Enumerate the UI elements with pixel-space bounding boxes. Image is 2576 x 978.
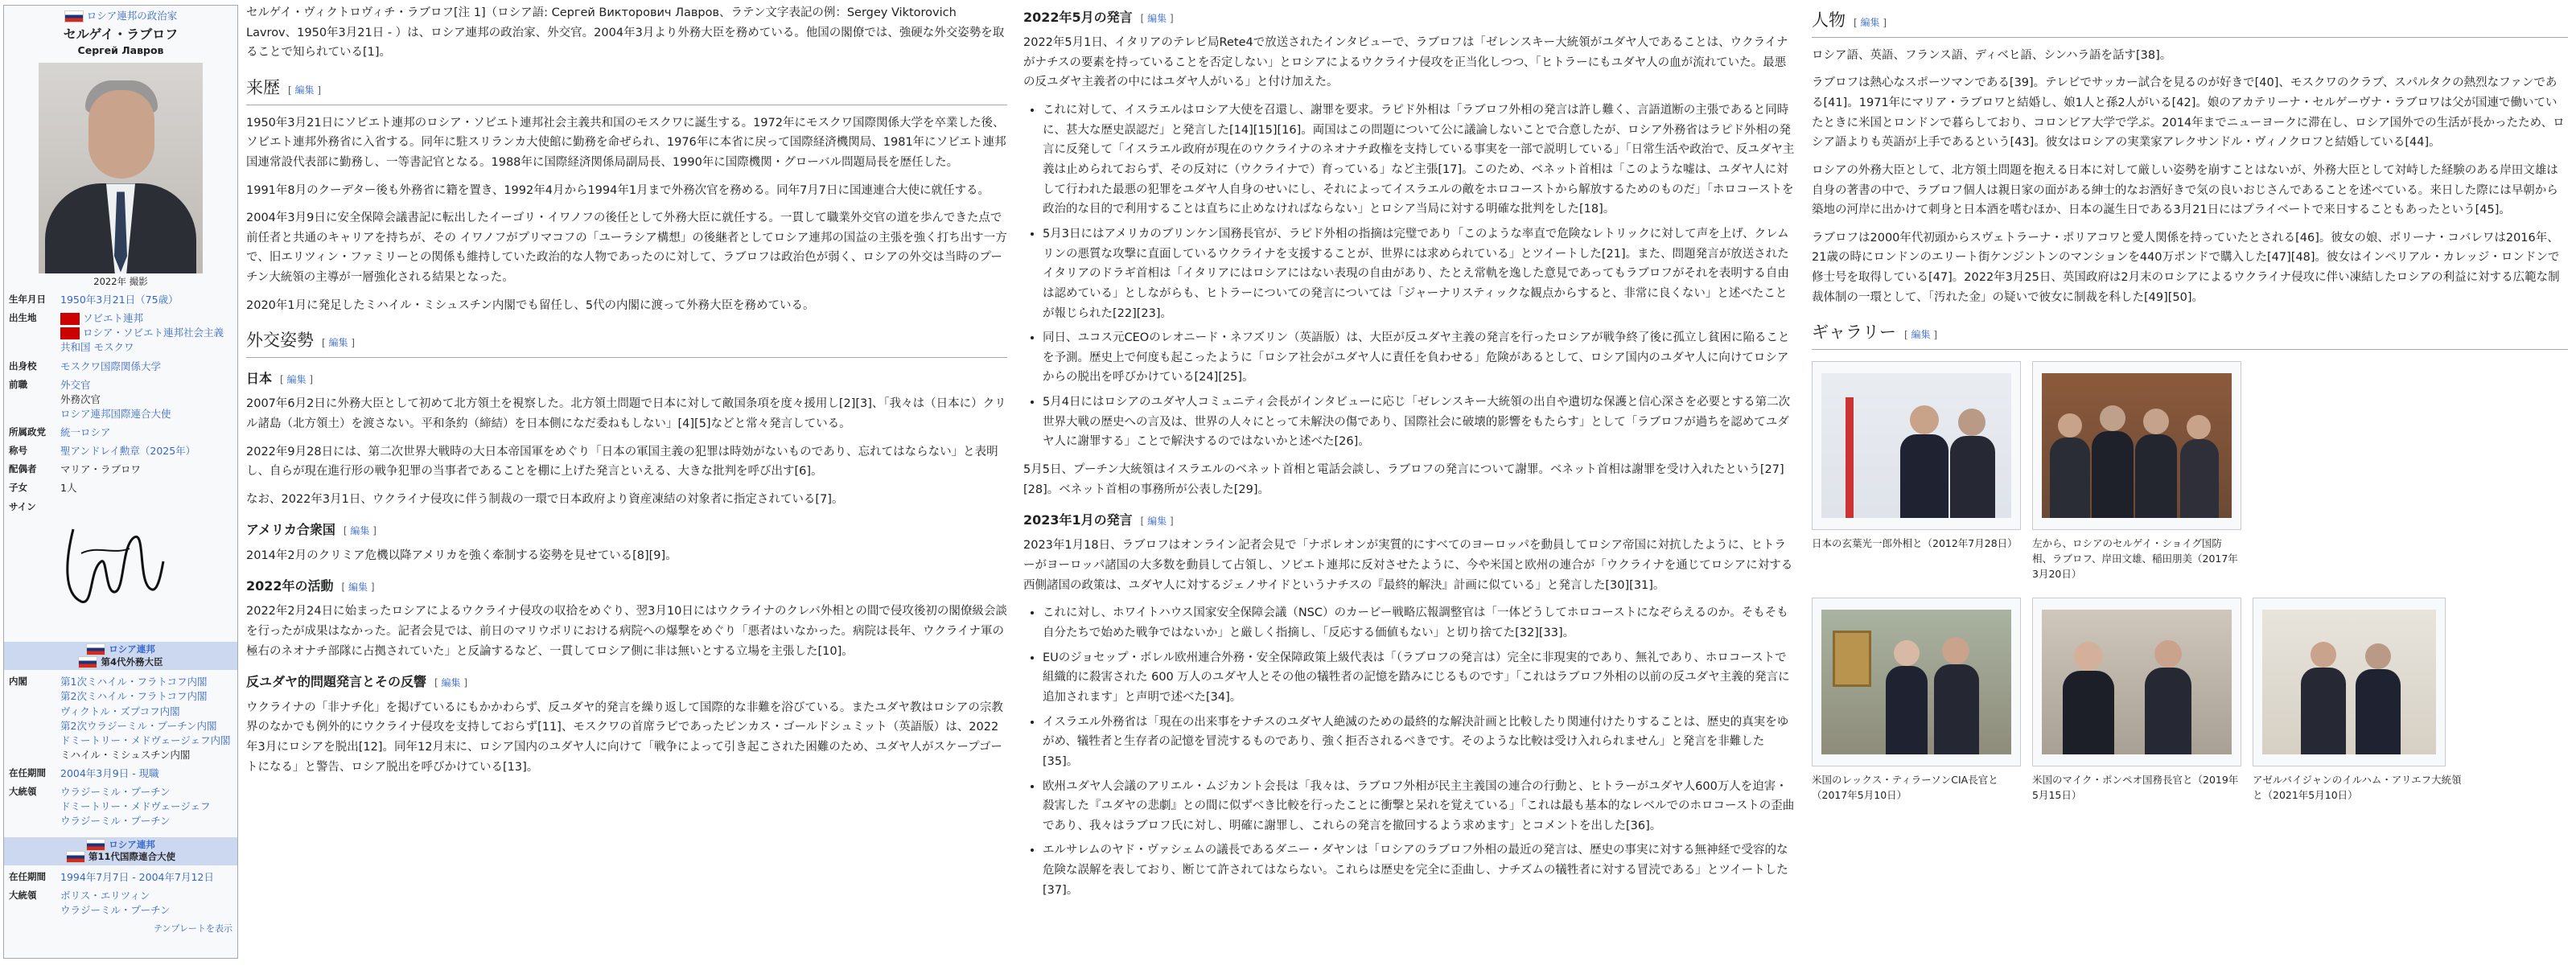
row-label: サイン <box>9 500 36 512</box>
usa-paragraph: 2014年2月のクリミア危機以降アメリカを強く牽制する姿勢を見せている[8][9]。 <box>246 549 677 562</box>
cabinet-link[interactable]: 第2次ミハイル・フラトコフ内閣 <box>60 690 208 703</box>
party-link[interactable]: 統一ロシア <box>60 426 111 439</box>
russia-flag-icon <box>86 839 105 851</box>
band-office: 第11代国際連合大使 <box>88 851 175 863</box>
infobox-name-ja: セルゲイ・ラブロフ <box>63 27 179 43</box>
infobox-row-term <box>9 766 232 781</box>
portrait-photo[interactable] <box>39 63 203 273</box>
gallery-item <box>1812 361 2021 581</box>
list-item: • 同日、ユコス元CEOのレオニード・ネフズリン（英語版）は、大臣が反ユダヤ主義の発言を行ったロシアが戦争終了後に孤立し貧困に陥ることを予測。歴史上で何度も起こったように「ロシア社会がユダヤ人に責任を負わせる」危険があるとして、ロシア国内のユダヤ人に向けてロシアからの脱出を呼びかけている[24][25]。 <box>1043 328 1796 388</box>
jan2023-paragraph: 2023年1月18日、ラブロフはオンライン記者会見で「ナポレオンが実質的にすべてのヨーロッパを動員してロシア帝国に対抗したように、ヒトラーがヨーロッパ諸国の大多数を動員して占領し、ソビエト連邦に反対させたように、今や米国と欧州の連合が「ウクライナを通じてロシアに対する西側諸国の政策は、ユダヤ人に対するジェノサイドというナチスの『最終的解決』計画に似ている」と発言した[30][31]。 <box>1023 539 1793 592</box>
gallery-thumbnail[interactable] <box>2253 598 2446 766</box>
office-band-un-ambassador <box>4 837 237 865</box>
career-paragraph: 2020年1月に発足したミハイル・ミシュスチン内閣でも留任し、5代の内閣に渡って外務大臣を務めている。 <box>246 298 815 312</box>
term-value[interactable]: 1994年7月7日 - 2004年7月12日 <box>60 870 214 883</box>
subsection-heading-japan: 日本 [ 編集 ] <box>246 371 314 387</box>
edit-link[interactable]: 編集 <box>1147 13 1167 24</box>
subsection-heading-usa: アメリカ合衆国 [ 編集 ] <box>246 522 377 538</box>
gallery-caption: 日本の玄葉光一郎外相と（2012年7月28日） <box>1812 537 2018 550</box>
person-paragraph: ロシア語、英語、フランス語、ディベヒ語、シンハラ語を話す[38]。 <box>1812 48 2172 62</box>
article-column-2 <box>1023 0 1796 978</box>
row-label: 出生地 <box>9 312 37 324</box>
list-item: • これに対して、イスラエルはロシア大使を召還し、謝罪を要求。ラピド外相は「ラブロフ外相の発言は許し難く、言語道断の主張であると同時に、甚大な歴史誤認だ」と発言した[14][15][16]。両国はこの問題について公に議論しないことで合意したが、ロシア外務省はラピド外相の発言に反発して「イスラエル政府が現在のウクライナのネオナチ政権を支持している事実を一部で説明している」「日常生活や政治で、反ユダヤ主義は止められておらず、その反対に（ウクライナで）育っている」など主張[17]。このため、ベネット首相は「このような嘘は、ユダヤ人に対して行われた最悪の犯罪をユダヤ人自身のせいにし、それによってイスラエルの敵をホロコーストから解放するためのものだ」「ホロコーストを政治的な目的で利用することは直ちに止めなければならない」とロシア当局に対する明確な批判をした[18]。 <box>1043 101 1796 220</box>
rsfsr-flag-icon <box>60 327 80 339</box>
edit-link[interactable]: 編集 <box>328 337 348 349</box>
career-paragraph: 2004年3月9日に安全保障会議書記に転出したイーゴリ・イワノフの後任として外務大臣に就任する。一貫して職業外交官の道を歩んできた点で前任者と共通のキャリアを持ちが、その イワノフがプリマコフの「ユーラシア構想」の後継者としてロシア連邦の国益の主張を強く打ち出す一方で、旧エリツィン・ファミリーとの関係も維持していた政治的な人物であったのに対して、ラブロフは政治色が弱く、ロシアの外交は当時のプーチン大統領の主導が一層強化される結果となった。 <box>246 212 1007 285</box>
previous-job: 外務次官 <box>60 392 101 405</box>
infobox-row-birthplace <box>9 311 232 355</box>
row-label: 生年月日 <box>9 294 46 306</box>
signature-image[interactable] <box>57 513 232 634</box>
intro-paragraph: セルゲイ・ヴィクトロヴィチ・ラブロフ[注 1]（ロシア語: Сергей Викторович Лавров、ラテン文字表記の例：Sergey Viktorovich Lavrov、1950年3月21日 - ）は、ロシア連邦の政治家、外交官。2004年3月より外務大臣を務めている。他国の閣僚では、強硬な外交姿勢を取ることで知られている[1]。 <box>246 6 1005 60</box>
section-heading-diplomacy: 外交姿勢 [ 編集 ] <box>246 327 1007 358</box>
row-label: 内閣 <box>9 676 27 688</box>
children-value: 1人 <box>60 482 77 495</box>
gallery-caption: アゼルバイジャンのイルハム・アリエフ大統領と（2021年5月10日） <box>2253 774 2462 802</box>
birthplace-link[interactable]: ロシア・ソビエト連邦社会主義共和国 モスクワ <box>60 327 224 354</box>
infobox-row-president <box>9 785 232 828</box>
subsection-heading-jan2023: 2023年1月の発言 [ 編集 ] <box>1023 512 1174 528</box>
row-label: 在任期間 <box>9 870 46 882</box>
president-link[interactable]: ウラジーミル・プーチン <box>60 903 171 916</box>
edit-link[interactable]: 編集 <box>441 677 461 689</box>
gallery-thumbnail[interactable] <box>1812 598 2021 766</box>
infobox-header <box>9 9 232 58</box>
antisemitic-paragraph: ウクライナの「非ナチ化」を掲げているにもかかわらず、反ユダヤ的発言を繰り返して国際的な非難を浴びている。またユダヤ教はロシアの宗教界のなかでも例外的にウクライナ侵攻を支持しておらず[11]、モスクワの首席ラビであったピンカス・ゴールドシュミット（英語版）は、2022年3月にロシアを脱出[12]。同年12月末に、ロシア国内のユダヤ人に向けて「戦争によって引き起こされた困難のため、ユダヤ人がスケープゴートになる」と警告、ロシア脱出を呼びかけている[13]。 <box>246 701 1003 774</box>
may2022-paragraph: 2022年5月1日、イタリアのテレビ局Rete4で放送されたインタビューで、ラブロフは「ゼレンスキー大統領がユダヤ人であることは、ウクライナがナチスの要素を持っていることを否定しない」とロシアによるウクライナ侵攻を正当化しつつ、「ヒトラーにもユダヤ人の血が流れていた。最悪の反ユダヤ主義者の中にはユダヤ人がいる」と付け加えた。 <box>1023 36 1788 89</box>
list-item: • EUのジョセップ・ボレル欧州連合外務・安全保障政策上級代表は「（ラブロフの発言は）完全に非現実的であり、無礼であり、ホロコーストで組織的に殺害された 600 万人のユダヤ人とその他の犠牲者の記憶を踏みにじるものです」「これはラブロフ外相の以前の反ユダヤ主義的発言に追加されます」と声明で述べた[34]。 <box>1043 648 1796 708</box>
president-link[interactable]: ウラジーミル・プーチン <box>60 786 171 799</box>
gallery-caption: 左から、ロシアのセルゲイ・ショイグ国防相、ラブロフ、岸田文雄、稲田朋美（2017年3月20日） <box>2032 537 2238 580</box>
gallery-thumbnail[interactable] <box>2032 598 2241 766</box>
cabinet-link[interactable]: ドミートリー・メドヴェージェフ内閣 <box>60 734 231 746</box>
previous-job-link[interactable]: 外交官 <box>60 378 91 391</box>
infobox-row-children <box>9 481 232 495</box>
infobox-row-term <box>9 870 232 885</box>
japan-paragraph: 2022年9月28日には、第二次世界大戦時の大日本帝国軍をめぐり「日本の軍国主義の犯罪は時効がないものであり、忘れてはならない」と表明し、自らが現在進行形の戦争犯罪の当事者であることを棚に上げた発言といえる、大きな批判を呼び出す[6]。 <box>246 445 998 479</box>
infobox-row-signature <box>9 500 232 514</box>
person-paragraph: ロシアの外務大臣として、北方領土問題を抱える日本に対して厳しい姿勢を崩すことはないが、外務大臣として対峙した経験のある岸田文雄は自身の著書の中で、ラブロフ個人は親日家の面がある紳士的なお酒好きで気の良いおじさんであることを述べている。来日した際には早朝から築地の河岸に出かけて刺身と日本酒を嗜むほか、日本の誕生日である3月21日にはプライベートで来日することもあったという[45]。 <box>1812 163 2558 217</box>
subsection-heading-may2022: 2022年5月の発言 [ 編集 ] <box>1023 10 1174 25</box>
gallery-item <box>2253 598 2462 803</box>
row-label: 在任期間 <box>9 767 46 779</box>
birthplace-link[interactable]: ソビエト連邦 <box>83 312 144 325</box>
infobox-row-cabinet <box>9 675 232 762</box>
career-paragraph: 1950年3月21日にソビエト連邦のロシア・ソビエト連邦社会主義共和国のモスクワに誕生する。1972年にモスクワ国際関係大学を卒業した後、ソビエト連邦外務省に入省する。同年に駐スリランカ大使館に勤務を命ぜられ、1976年に本省に戻って国際経済機関局、1981年にソビエト連邦国連常設代表部に勤務し、一等書記官となる。1988年に国際経済関係局副局長、1990年に国際機関・グローバル問題局長を歴任した。 <box>246 116 1006 169</box>
signature-drawing <box>57 513 170 618</box>
gallery-item <box>1812 598 2021 803</box>
row-label: 出身校 <box>9 360 37 372</box>
spouse-value: マリア・ラブロワ <box>60 463 142 476</box>
subsection-heading-2022: 2022年の活動 [ 編集 ] <box>246 578 375 594</box>
birth-date-link[interactable]: 1950年3月21日（75歳） <box>60 294 179 306</box>
list-item: • 5月4日にはロシアのユダヤ人コミュニティ会長がインタビューに応じ「ゼレンスキー大統領の出自や遺切な保護と信心深さを必要とする第二次世界大戦の歴史への言及は、世界の人々にとって未解決の傷であり、国際社会に破壊的影響をもたらす」として「ラブロフが過ちを認めてユダヤ人に謝罪する」ことで解決するのではないかと述べた[26]。 <box>1043 392 1796 452</box>
cabinet-link[interactable]: ヴィクトル・ズプコフ内閣 <box>60 705 180 717</box>
row-label: 称号 <box>9 445 27 457</box>
school-link[interactable]: モスクワ国際関係大学 <box>60 360 162 372</box>
career-paragraph: 1991年8月のクーデター後も外務省に籍を置き、1992年4月から1994年1月まで外務次官を務める。同年7月7日に国連連合大使に就任する。 <box>246 183 990 197</box>
person-paragraph: ラブロフは2000年代初頭からスヴェトラーナ・ポリアコワと愛人関係を持っていたとされる[46]。彼女の娘、ポリーナ・コバレワは2016年、21歳の時にロンドンのエリート街ケンジントンのマンションを440万ポンドで購入した[47][48]。彼女はインペリアル・カレッジ・ロンドンで修士号を取得している[47]。2022年3月25日、英国政府は2月末のロシアによるウクライナ侵攻に伴い凍結したロシアの利益に対する広範な制裁体制の一環として、「汚れた金」の疑いで彼女に制裁を科した[49][50]。 <box>1812 231 2560 304</box>
infobox-category-link[interactable]: ロシア連邦の政治家 <box>86 10 178 22</box>
russia-flag-icon <box>78 656 97 668</box>
list-item: • これに対し、ホワイトハウス国家安全保障会議（NSC）のカービー戦略広報調整官は「一体どうしてホロコーストになぞらえるのか。そもそも自分たちで始めた戦争ではないか」と厳しく指摘し、「反応する価値もない」と切り捨てた[32][33]。 <box>1043 603 1796 643</box>
gallery-thumbnail[interactable] <box>2032 361 2241 530</box>
band-country-link[interactable]: ロシア連邦 <box>109 838 155 850</box>
cabinet-current: ミハイル・ミシュスチン内閣 <box>60 748 191 761</box>
row-label: 大統領 <box>9 889 37 901</box>
row-label: 前職 <box>9 378 27 390</box>
president-link[interactable]: ドミートリー・メドヴェージェフ <box>60 800 211 813</box>
russia-flag-icon <box>86 643 105 655</box>
cabinet-link[interactable]: 第1次ミハイル・フラトコフ内閣 <box>60 676 208 688</box>
may2022-reaction-list <box>1043 101 1796 452</box>
list-item: • エルサレムのヤド・ヴァシェムの議長であるダニー・ダヤンは「ロシアのラブロフ外相の最近の発言は、歴史の事実に対する無神経で受容的な危険な誤解を表しており、断じて許されてはならない。これらは歴史を完全に歪曲し、ナチズムの犠牲者に対する冒涜である」とツイートした[37]。 <box>1043 840 1796 900</box>
section-heading-gallery: ギャラリー [ 編集 ] <box>1812 318 2568 350</box>
gallery-item <box>2032 598 2241 803</box>
gallery-item <box>2032 361 2241 581</box>
may2022-paragraph: 5月5日、プーチン大統領はイスラエルのベネット首相と電話会談し、ラブロフの発言について謝罪。ベネット首相は謝罪を受け入れたという[27][28]。ベネット首相の事務所が公表した[29]。 <box>1023 463 1784 496</box>
office-band-foreign-minister <box>4 642 237 670</box>
row-label: 大統領 <box>9 786 37 798</box>
subsection-heading-antisemitic: 反ユダヤ的問題発言とその反響 [ 編集 ] <box>246 674 468 690</box>
show-template-link[interactable]: テンプレートを表示 <box>153 923 232 934</box>
infobox-row-birth <box>9 293 232 307</box>
edit-link[interactable]: 編集 <box>294 84 315 96</box>
infobox-row-party <box>9 425 232 440</box>
list-item: • 5月3日にはアメリカのブリンケン国務長官が、ラピド外相の指摘は完璧であり「このような率直で危険なレトリックに対して声を上げ、クレムリンの悪質な攻撃に直面しているウクライナを支援することが、世界には求められている」とツイートした[21]。また、問題発言が放送されたイタリアのドラギ首相は「イタリアにはロシアにはない表現の自由があり、たとえ常軌を逸した意見であってもラブロフがそれを表明する自由は認めている」としながらも、ヒトラーについての発言については「ジャーナリスティックな観点からすると、非常に良くない」と述べたことが報じられた[22][23]。 <box>1043 224 1796 323</box>
article-column-3 <box>1812 0 2568 978</box>
edit-link[interactable]: 編集 <box>350 525 370 537</box>
term-value[interactable]: 2004年3月9日 - 現職 <box>60 767 159 780</box>
president-link[interactable]: ウラジーミル・プーチン <box>60 815 171 828</box>
list-item: • 欧州ユダヤ人会議のアリエル・ムジカント会長は「我々は、ラブロフ外相が民主主義国の連合の行動と、ヒトラーがユダヤ人600万人を迫害・殺害した『ユダヤの悲劇』との間に似ずべき比較を行ったことに衝撃と呆れを覚えている」「これは最も基本的なレベルでのホロコーストの歪曲であり、我々はラブロフ氏に対し、明確に謝罪し、これらの発言を撤回するよう求めます」とコメントを出した[36]。 <box>1043 777 1796 836</box>
infobox-name-ru: Сергей Лавров <box>77 44 164 57</box>
article-column-1 <box>246 0 1007 978</box>
infobox <box>3 5 238 959</box>
japan-paragraph: なお、2022年3月1日、ウクライナ侵攻に伴う制裁の一環で日本政府より資産凍結の対象者に指定されている[7]。 <box>246 492 844 506</box>
japan-paragraph: 2007年6月2日に外務大臣として初めて北方領土を視察した。北方領土問題で日本に対して敵国条項を度々援用し[2][3]、「我々は（日本に）クリル諸島（北方領土）を渡さない。平和条約（締結）を日本側になだ委ねもしない」[4][5]などと常々発言している。 <box>246 397 1006 430</box>
row-label: 子女 <box>9 482 27 494</box>
infobox-row-president <box>9 889 232 918</box>
soviet-flag-icon <box>60 313 80 325</box>
jan2023-reaction-list <box>1043 603 1796 900</box>
edit-link[interactable]: 編集 <box>1147 516 1167 528</box>
infobox-row-spouse <box>9 462 232 477</box>
band-country-link[interactable]: ロシア連邦 <box>109 643 155 655</box>
person-paragraph: ラブロフは熱心なスポーツマンである[39]。テレビでサッカー試合を見るのが好きで[40]、モスクワのクラブ、スパルタクの熱烈なファンである[41]。1971年にマリア・ラブロワと結婚し、娘1人と孫2人がいる[42]。娘のアカテリーナ・セルゲーヴナ・ラブロワは父が国連で働いていたときに米国とロンドンで暮らしており、コロンビア大学で学ぶ。2014年までニューヨークに滞在し、ロシア国外での生活が長かったため、ロシア語よりも英語が上手であるという[43]。彼女はロシアの実業家アレクサンドル・ヴィノクロフと結婚している[44]。 <box>1812 76 2565 150</box>
photo-caption: 2022年 撮影 <box>93 276 148 288</box>
activity-2022-paragraph: 2022年2月24日に始まったロシアによるウクライナ侵攻の収拾をめぐり、翌3月10日にはウクライナのクレバ外相との間で侵攻後初の閣僚級会談を行ったが成果はなかった。記者会見では、前日のマリウポリにおける病院への爆撃をめぐり「悪者はいなかった。病院は長年、ウクライナ軍の極右のネオナチ部隊に占拠されていた」と反論するなど、一貫してロシア側に非は無いとする立場を主張した[10]。 <box>246 605 1007 658</box>
edit-link[interactable]: 編集 <box>286 374 307 386</box>
edit-link[interactable]: 編集 <box>1860 17 1880 28</box>
honor-link[interactable]: 聖アンドレイ勲章（2025年） <box>60 445 196 458</box>
band-office: 第4代外務大臣 <box>101 655 163 668</box>
edit-link[interactable]: 編集 <box>1911 329 1931 341</box>
gallery-caption: 米国のマイク・ポンペオ国務長官と（2019年5月15日） <box>2032 774 2239 802</box>
infobox-row-honor <box>9 444 232 458</box>
russia-flag-icon <box>66 851 85 863</box>
previous-job-link[interactable]: ロシア連邦国際連合大使 <box>60 407 171 420</box>
section-heading-career: 来歴 [ 編集 ] <box>246 74 1007 105</box>
list-item: • イスラエル外務省は「現在の出来事をナチスのユダヤ人絶滅のための最終的な解決計画と比較したり関連付けたりすることは、歴史的真実をゆがめ、犠牲者と生存者の記憶を冒涜するものであり、強く拒否されるべきです。そのような比較は受け入れられません」と発言を非難した[35]。 <box>1043 713 1796 772</box>
russia-flag-icon <box>64 10 84 23</box>
gallery-caption: 米国のレックス・ティラーソンCIA長官と（2017年5月10日） <box>1812 774 1998 802</box>
edit-link[interactable]: 編集 <box>348 581 368 594</box>
infobox-row-school <box>9 360 232 374</box>
infobox-row-previous <box>9 378 232 421</box>
row-label: 配偶者 <box>9 463 37 475</box>
section-heading-person: 人物 [ 編集 ] <box>1812 6 2568 38</box>
president-link[interactable]: ボリス・エリツィン <box>60 889 150 902</box>
row-label: 所属政党 <box>9 426 46 438</box>
cabinet-link[interactable]: 第2次ウラジーミル・プーチン内閣 <box>60 719 217 732</box>
gallery <box>1812 361 2568 803</box>
gallery-thumbnail[interactable] <box>1812 361 2021 530</box>
